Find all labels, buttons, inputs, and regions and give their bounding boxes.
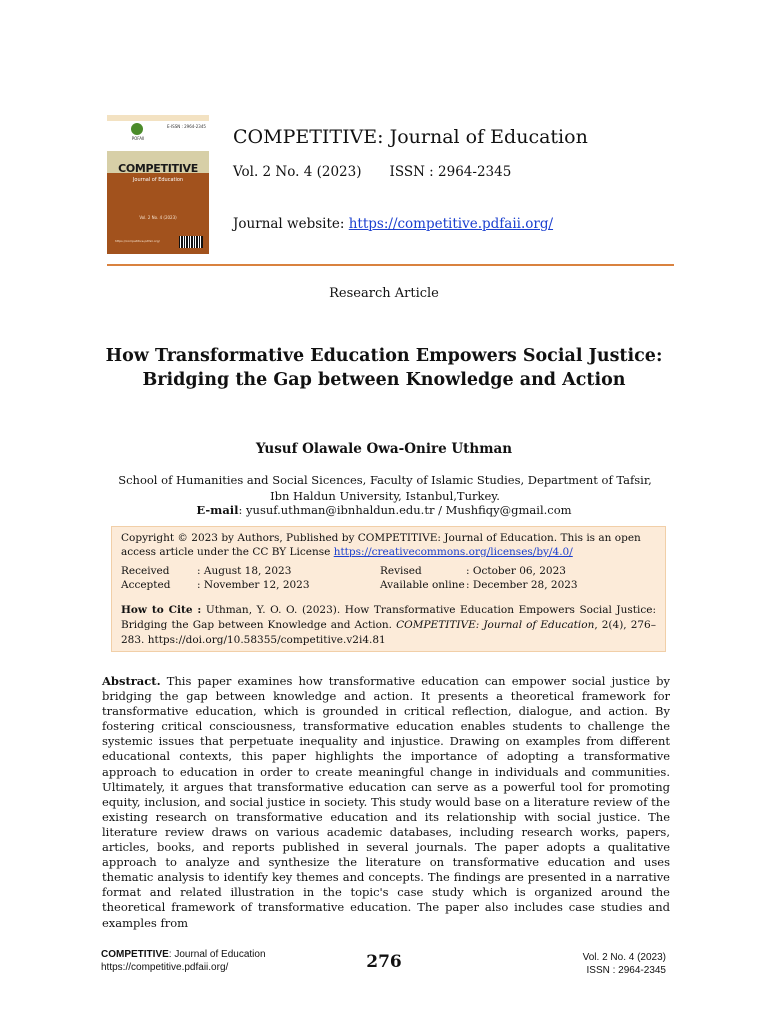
article-type: Research Article xyxy=(329,286,439,301)
email-value: : yusuf.uthman@ibnhaldun.edu.tr / Mushfiqy@gmail.com xyxy=(238,503,572,517)
article-title-line-1: How Transformative Education Empowers Social Justice: xyxy=(105,346,663,366)
received-label: Received xyxy=(121,565,170,577)
available-online-date xyxy=(380,579,578,591)
copyright-text: Copyright © 2023 by Authors, Published by COMPETITIVE: Journal of Education. This is an open access article under the CC BY License xyxy=(121,532,641,558)
barcode-icon xyxy=(179,236,203,248)
cite-label: How to Cite : xyxy=(121,604,202,616)
author-email xyxy=(0,503,768,517)
accepted-date xyxy=(121,579,310,591)
copyright-notice xyxy=(121,531,656,559)
journal-meta xyxy=(233,164,511,180)
license-link[interactable]: https://creativecommons.org/licenses/by/4.0/ xyxy=(333,546,573,558)
cite-journal: COMPETITIVE: Journal of Education xyxy=(396,619,595,631)
how-to-cite xyxy=(121,603,656,648)
footer-issn: ISSN : 2964-2345 xyxy=(586,964,666,976)
article-info-box xyxy=(111,526,666,652)
cite-text: Uthman, Y. O. O. (2023). How Transformative Education Empowers Social Justice: Bridging the Gap between Knowledge and Action. xyxy=(121,604,656,631)
abstract-text: This paper examines how transformative education can empower social justice by bridging the gap between knowledge and action. It presents a theoretical framework for transformative education, which is grounded in critical reflection, dialogue, and action. By fostering critical consciousness, transformative education enables students to challenge the systemic issues that perpetuate inequality and injustice. Drawing on examples from different educational contexts, this paper highlights the importance of adopting a transformative approach to education in order to create meaningful change in individuals and communities. Ultimately, it argues that transformative education can serve as a powerful tool for promoting equity, inclusion, and social justice in society. This study would base on a literature review of the existing research on transformative education and its relationship with social justice. The literature review draws on various academic databases, including research works, papers, articles, books, and reports published in several journals. The paper adopts a qualitative approach to analyze and synthesize the literature on transformative education and uses thematic analysis to identify key themes and concepts. The findings are presented in a narrative format and related illustration in the topic's case study which is organized around the theoretical framework of transformative education. The paper also includes case studies and examples from xyxy=(102,674,670,930)
abstract xyxy=(102,674,670,931)
available-value: : December 28, 2023 xyxy=(466,579,578,591)
accepted-value: : November 12, 2023 xyxy=(197,579,310,591)
available-label: Available online xyxy=(380,579,465,591)
footer-volume: Vol. 2 No. 4 (2023) xyxy=(582,952,666,963)
website-link[interactable]: https://competitive.pdfaii.org/ xyxy=(348,216,554,232)
author-affiliation: School of Humanities and Social Sicences, Faculty of Islamic Studies, Department of Tafsir, Ibn Haldun University, Istanbul,Turkey. xyxy=(118,473,652,503)
cite-tail: , 2(4), 276–283. https://doi.org/10.58355/competitive.v2i4.81 xyxy=(121,619,656,646)
article-title xyxy=(90,344,678,392)
journal-website xyxy=(233,216,553,232)
cover-top-strip xyxy=(107,115,209,121)
journal-volume: Vol. 2 No. 4 (2023) xyxy=(233,164,362,180)
journal-cover-image xyxy=(107,115,209,254)
cover-website: https://competitive.pdfaii.org/ xyxy=(115,239,160,243)
website-label: Journal website: xyxy=(233,216,349,232)
footer-url: https://competitive.pdfaii.org/ xyxy=(101,961,229,973)
abstract-label: Abstract. xyxy=(102,674,161,688)
received-value: : August 18, 2023 xyxy=(197,565,292,577)
publisher-logo-icon xyxy=(131,123,143,135)
revised-label: Revised xyxy=(380,565,422,577)
accepted-label: Accepted xyxy=(121,579,171,591)
footer-volume-info xyxy=(560,952,666,977)
cover-issn: E-ISSN : 2964-2345 xyxy=(167,124,206,129)
received-date xyxy=(121,565,291,577)
journal-issn: ISSN : 2964-2345 xyxy=(389,164,512,180)
revised-value: : October 06, 2023 xyxy=(466,565,566,577)
cover-subtitle: Journal of Education xyxy=(132,177,184,183)
footer-journal-bold: COMPETITIVE xyxy=(101,949,169,960)
journal-title: COMPETITIVE: Journal of Education xyxy=(233,126,588,148)
page-number: 276 xyxy=(366,952,402,972)
cover-volume: Vol. 2 No. 4 (2023) xyxy=(139,215,177,220)
article-title-line-2: Bridging the Gap between Knowledge and Action xyxy=(142,370,626,390)
cover-title: COMPETITIVE xyxy=(118,162,198,175)
revised-date xyxy=(380,565,566,577)
header-divider xyxy=(107,264,674,266)
email-label: E-mail xyxy=(196,503,239,517)
author-name: Yusuf Olawale Owa-Onire Uthman xyxy=(255,441,513,457)
cover-publisher-logo-text: POFAII xyxy=(131,136,145,141)
footer-journal-rest: : Journal of Education xyxy=(168,949,266,960)
